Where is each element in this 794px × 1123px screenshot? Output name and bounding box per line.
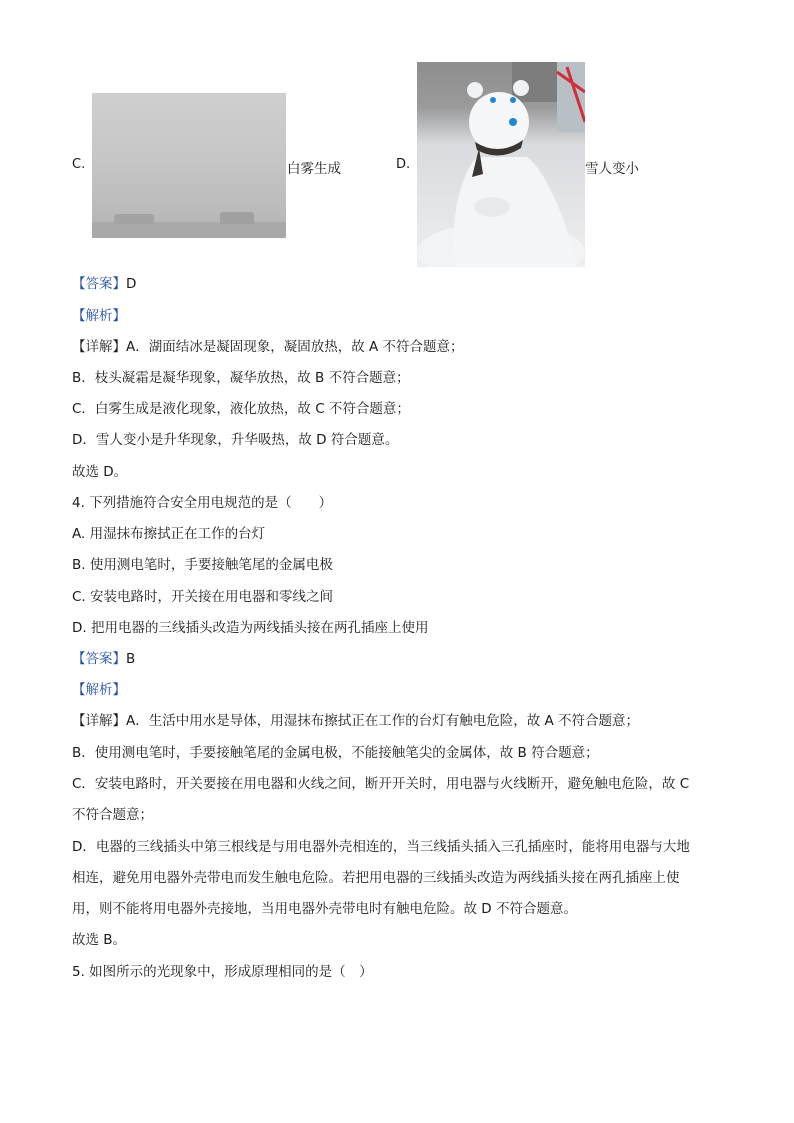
q3-answer: D — [126, 276, 137, 292]
q3-analysis-line — [72, 306, 126, 326]
q4-stem: 4. 下列措施符合安全用电规范的是（ ） — [72, 495, 333, 511]
q4-conclusion: 故选 B。 — [72, 932, 127, 948]
option-c-caption: 白雾生成 — [287, 161, 341, 177]
q4-answer: B — [126, 651, 136, 667]
q4-option-b: B. 使用测电笔时，手要接触笔尾的金属电极 — [72, 557, 333, 573]
q4-detail-c1: C．安装电路时，开关要接在用电器和火线之间，断开开关时，用电器与火线断开，避免触电危险，故 C — [72, 776, 690, 792]
option-c-letter: C. — [72, 157, 86, 172]
q3-answer-line — [72, 274, 136, 294]
q4-option-a: A. 用湿抹布擦拭正在工作的台灯 — [72, 526, 266, 542]
q4-detail-d2: 相连，避免用电器外壳带电而发生触电危险。若把用电器的三线插头改造为两线插头接在两孔插座上使 — [72, 870, 680, 886]
analysis-tag: 【解析】 — [72, 308, 126, 324]
detail-tag: 【详解】 — [72, 713, 126, 729]
q3-detail-c: C．白雾生成是液化现象，液化放热，故 C 不符合题意； — [72, 401, 410, 417]
option-d-letter: D. — [396, 157, 411, 172]
q3-conclusion: 故选 D。 — [72, 464, 128, 480]
q4-detail-c2: 不符合题意； — [72, 807, 153, 823]
q4-analysis-line — [72, 680, 126, 700]
answer-tag: 【答案】 — [72, 651, 126, 667]
q4-detail-line — [72, 711, 639, 731]
q4-option-d: D. 把用电器的三线插头改造为两线插头接在两孔插座上使用 — [72, 620, 429, 636]
option-d-caption: 雪人变小 — [585, 161, 639, 177]
q4-detail-d1: D．电器的三线插头中第三根线是与用电器外壳相连的，当三线插头插入三孔插座时，能将用电器与大地 — [72, 839, 690, 855]
q3-detail-line — [72, 337, 464, 357]
analysis-tag: 【解析】 — [72, 682, 126, 698]
detail-tag: 【详解】 — [72, 339, 126, 355]
q3-detail-b: B．枝头凝霜是凝华现象，凝华放热，故 B 不符合题意； — [72, 370, 410, 386]
snowman-photo — [417, 62, 585, 267]
q4-detail-a: A．生活中用水是导体，用湿抹布擦拭正在工作的台灯有触电危险，故 A 不符合题意； — [126, 713, 640, 729]
q4-answer-line — [72, 649, 135, 669]
q4-detail-b: B．使用测电笔时，手要接触笔尾的金属电极，不能接触笔尖的金属体，故 B 符合题意； — [72, 745, 599, 761]
q3-detail-a: A．湖面结冰是凝固现象，凝固放热，故 A 不符合题意； — [126, 339, 464, 355]
fog-photo — [92, 93, 286, 238]
q4-option-c: C. 安装电路时，开关接在用电器和零线之间 — [72, 589, 334, 605]
q5-stem: 5. 如图所示的光现象中，形成原理相同的是（ ） — [72, 964, 373, 980]
answer-tag: 【答案】 — [72, 276, 126, 292]
q3-detail-d: D．雪人变小是升华现象，升华吸热，故 D 符合题意。 — [72, 432, 399, 448]
q4-detail-d3: 用，则不能将用电器外壳接地，当用电器外壳带电时有触电危险。故 D 不符合题意。 — [72, 901, 577, 917]
